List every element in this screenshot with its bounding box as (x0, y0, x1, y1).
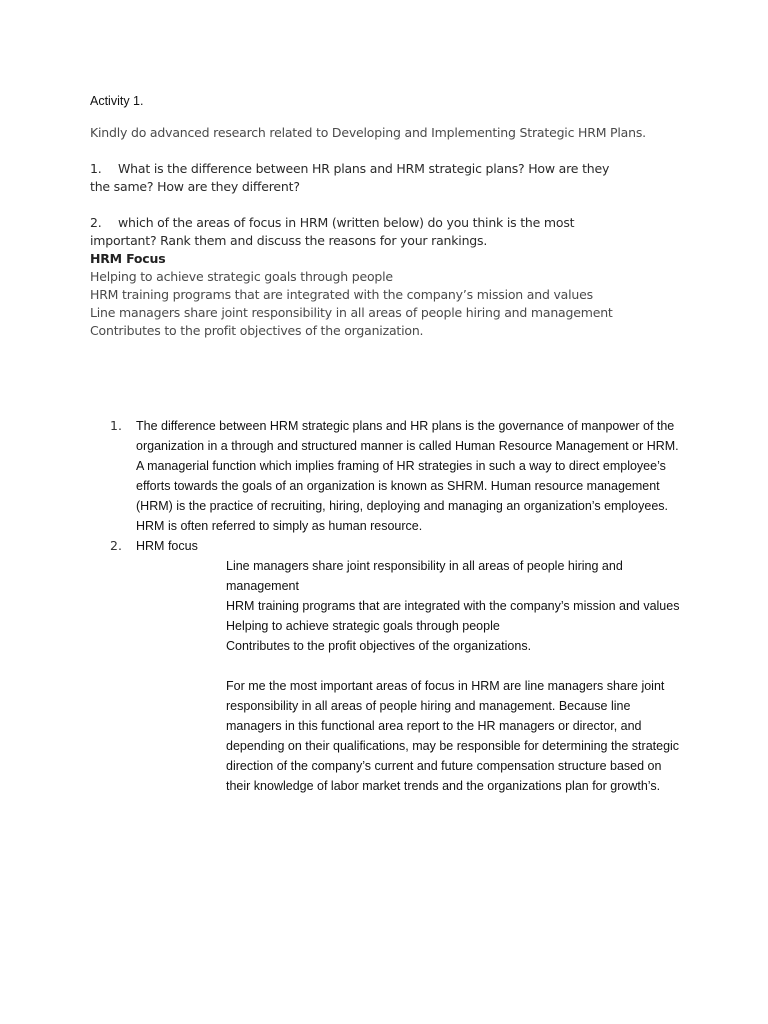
question-1-text: What is the difference between HR plans and HRM strategic plans? How are they the same? How are they different? (90, 161, 610, 194)
hrm-focus-heading: HRM Focus (90, 251, 166, 266)
hrm-focus-item: Contributes to the profit objectives of the organization. (90, 323, 424, 338)
answer-2-focus-item: HRM training programs that are integrated with the company’s mission and values (226, 599, 680, 613)
activity-intro: Kindly do advanced research related to Developing and Implementing Strategic HRM Plans. (90, 125, 646, 140)
question-2-text: which of the areas of focus in HRM (written below) do you think is the most important? Rank them and discuss the reasons for your rankings. (90, 215, 575, 248)
hrm-focus-list (90, 250, 690, 340)
answer-1 (110, 416, 680, 536)
answers-section (110, 416, 680, 796)
answer-2-focus-item: Contributes to the profit objectives of the organizations. (226, 639, 532, 653)
activity-title: Activity 1. (90, 94, 144, 108)
question-2 (90, 214, 610, 250)
answer-1-number: 1. (110, 418, 122, 433)
answer-2-label: HRM focus (136, 539, 198, 553)
question-2-number: 2. (90, 215, 102, 230)
answer-2-focus-item: Line managers share joint responsibility in all areas of people hiring and management (226, 559, 623, 593)
hrm-focus-item: Helping to achieve strategic goals through people (90, 269, 393, 284)
answer-2 (110, 536, 680, 556)
question-1 (90, 160, 610, 196)
answer-2-number: 2. (110, 538, 122, 553)
hrm-focus-item: HRM training programs that are integrated with the company’s mission and values (90, 287, 593, 302)
question-1-number: 1. (90, 161, 102, 176)
answer-1-text: The difference between HRM strategic plans and HR plans is the governance of manpower of the organization in a through and structured manner is called Human Resource Management or HRM. A managerial function which implies framing of HR strategies in such a way to direct employee’s efforts towards the goals of an organization is known as SHRM. Human resource management (HRM) is the practice of recruiting, hiring, deploying and managing an organization’s employees. HRM is often referred to simply as human resource. (136, 419, 679, 533)
answer-2-focus-list (226, 556, 680, 796)
hrm-focus-item: Line managers share joint responsibility in all areas of people hiring and management (90, 305, 613, 320)
answer-2-focus-item: Helping to achieve strategic goals through people (226, 619, 500, 633)
answer-2-discussion: For me the most important areas of focus in HRM are line managers share joint responsibility in all areas of people hiring and management. Because line managers in this functional area report to the HR managers or director, and depending on their qualifications, may be responsible for determining the strategic direction of the company’s current and future compensation structure based on their knowledge of labor market trends and the organizations plan for growth’s. (226, 679, 680, 793)
paragraph-spacer (226, 656, 680, 676)
